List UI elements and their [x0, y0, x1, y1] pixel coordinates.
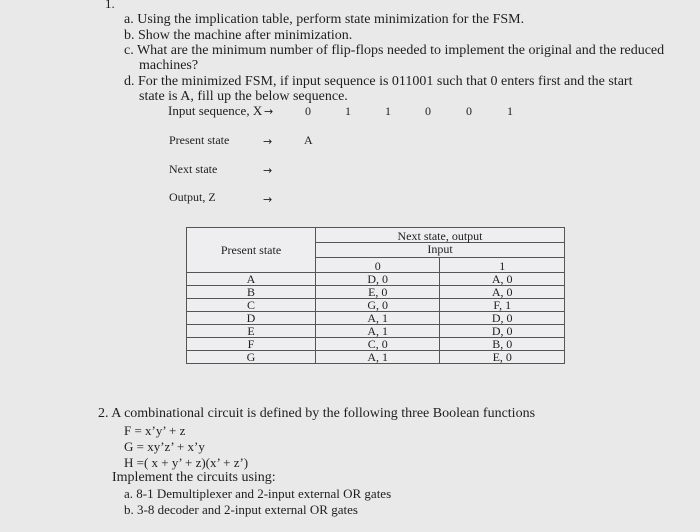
q1-part-c-line1: c. What are the minimum number of flip-flops needed to implement the original and the reduced — [124, 43, 665, 58]
row-next-1: D, 0 — [440, 325, 565, 338]
q2-implement-label: Implement the circuits using: — [112, 470, 276, 485]
col-input: Input — [316, 243, 565, 258]
output-arrow-icon: → — [263, 193, 273, 206]
table-row — [187, 299, 565, 312]
q1-part-a: a. Using the implication table, perform state minimization for the FSM. — [124, 12, 525, 27]
row-next-0: A, 1 — [316, 351, 440, 364]
q2-intro: 2. A combinational circuit is defined by the following three Boolean functions — [98, 406, 536, 421]
q1-part-d-line1: d. For the minimized FSM, if input sequence is 011001 such that 0 enters first and the start — [124, 74, 633, 89]
q2-part-b: b. 3-8 decoder and 2-input external OR gates — [124, 502, 358, 517]
row-state: D — [187, 312, 316, 325]
present-state-first: A — [304, 133, 313, 147]
table-row — [187, 338, 565, 351]
col-input-1: 1 — [440, 258, 565, 273]
input-sequence-label: Input sequence, X — [168, 103, 263, 118]
row-state: G — [187, 351, 316, 364]
question-1-number: 1. — [105, 0, 115, 11]
q1-part-d-line2: state is A, fill up the below sequence. — [139, 89, 348, 104]
row-next-0: A, 1 — [316, 325, 440, 338]
row-next-1: E, 0 — [440, 351, 565, 364]
table-row — [187, 351, 565, 364]
q2-function-h: H =( x + y’ + z)(x’ + z’) — [124, 455, 249, 470]
row-next-0: G, 0 — [316, 299, 440, 312]
row-state: C — [187, 299, 316, 312]
table-row — [187, 312, 565, 325]
row-next-1: B, 0 — [440, 338, 565, 351]
input-x-3: 1 — [385, 104, 391, 118]
input-arrow-icon: → — [264, 105, 274, 118]
row-state: A — [187, 273, 316, 286]
row-next-1: A, 0 — [440, 286, 565, 299]
q2-part-a: a. 8-1 Demultiplexer and 2-input external OR gates — [124, 486, 392, 501]
row-next-1: F, 1 — [440, 299, 565, 312]
table-row — [187, 286, 565, 299]
row-next-0: D, 0 — [316, 273, 440, 286]
col-present-state: Present state — [187, 228, 316, 273]
input-x-5: 0 — [466, 104, 472, 118]
input-x-4: 0 — [425, 104, 431, 118]
output-z-label: Output, Z — [169, 190, 216, 204]
input-x-2: 1 — [345, 104, 351, 118]
q1-part-b: b. Show the machine after minimization. — [124, 28, 353, 43]
col-next-state-output: Next state, output — [316, 228, 565, 243]
row-next-0: C, 0 — [316, 338, 440, 351]
row-next-0: E, 0 — [316, 286, 440, 299]
q2-function-g: G = xy’z’ + x’y — [124, 439, 205, 454]
input-x-6: 1 — [507, 104, 513, 118]
row-next-1: A, 0 — [440, 273, 565, 286]
q1-part-c-line2: machines? — [139, 58, 199, 73]
state-table — [186, 227, 565, 364]
col-input-0: 0 — [316, 258, 440, 273]
row-next-1: D, 0 — [440, 312, 565, 325]
table-row — [187, 325, 565, 338]
row-next-0: A, 1 — [316, 312, 440, 325]
present-arrow-icon: → — [263, 135, 273, 148]
row-state: F — [187, 338, 316, 351]
present-state-label: Present state — [169, 133, 230, 147]
row-state: E — [187, 325, 316, 338]
table-row — [187, 273, 565, 286]
input-x-1: 0 — [305, 104, 311, 118]
next-arrow-icon: → — [263, 164, 273, 177]
q2-function-f: F = x’y’ + z — [124, 423, 186, 438]
next-state-label: Next state — [169, 162, 218, 176]
row-state: B — [187, 286, 316, 299]
